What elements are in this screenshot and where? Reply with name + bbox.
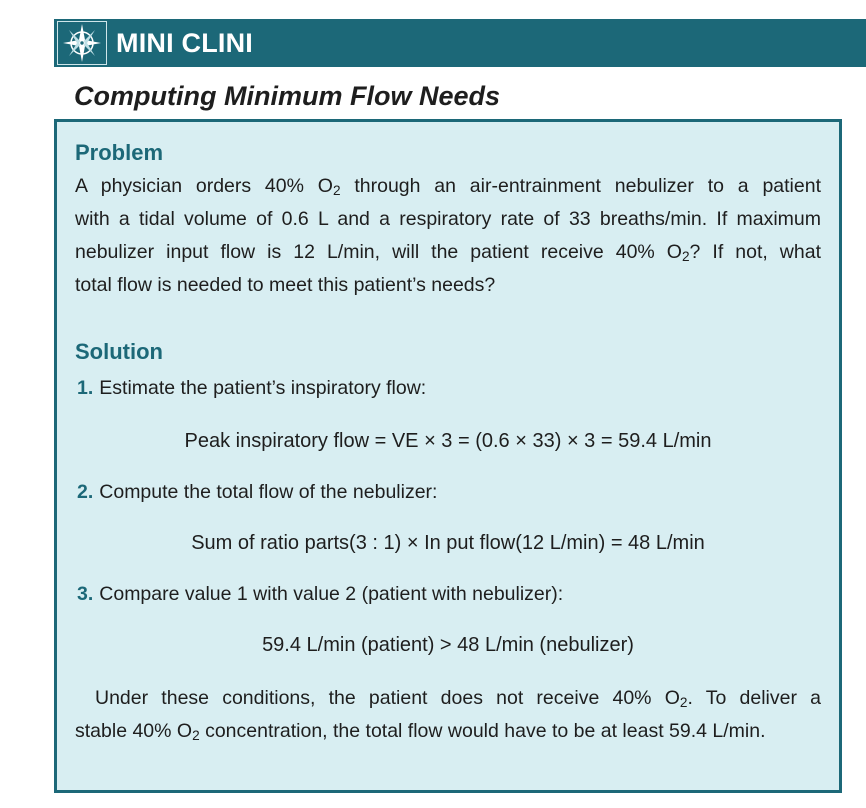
conclusion-line-2: stable 40% $O_2$ concentration, the total flow would have to be at least 59.4 L/min.	[75, 720, 766, 743]
equation-3: 59.4 L/min (patient) > 48 L/min (nebulizer)	[262, 634, 634, 656]
solution-heading: Solution	[75, 339, 163, 364]
problem-line-1: A physician orders 40% $O_2$ through an air-entrainment nebulizer to a patient	[75, 175, 821, 198]
conclusion-line-1: Under these conditions, the patient does not receive 40% $O_2$. To deliver a	[95, 687, 822, 710]
step-1: 1. Estimate the patient’s inspiratory flow:	[77, 377, 427, 399]
banner-title: MINI CLINI	[116, 28, 253, 58]
problem-line-3: nebulizer input flow is 12 L/min, will the patient receive 40% $O_2$? If not, what	[75, 241, 821, 264]
step-2: 2. Compute the total flow of the nebulizer:	[77, 481, 438, 503]
page-title: Computing Minimum Flow Needs	[74, 81, 500, 111]
problem-line-4: total flow is needed to meet this patient’s needs?	[75, 274, 496, 296]
equation-1: Peak inspiratory flow = VE × 3 = (0.6 × 33) × 3 = 59.4 L/min	[184, 430, 712, 452]
step-3: 3. Compare value 1 with value 2 (patient with nebulizer):	[77, 583, 564, 605]
conclusion-text	[75, 682, 821, 748]
equation-2: Sum of ratio parts(3 : 1) × In put flow(12 L/min) = 48 L/min	[191, 532, 705, 554]
problem-line-2: with a tidal volume of 0.6 L and a respiratory rate of 33 breaths/min. If maximum	[75, 208, 821, 230]
compass-star-icon	[57, 21, 107, 65]
problem-heading: Problem	[75, 140, 164, 165]
problem-text	[75, 170, 821, 302]
